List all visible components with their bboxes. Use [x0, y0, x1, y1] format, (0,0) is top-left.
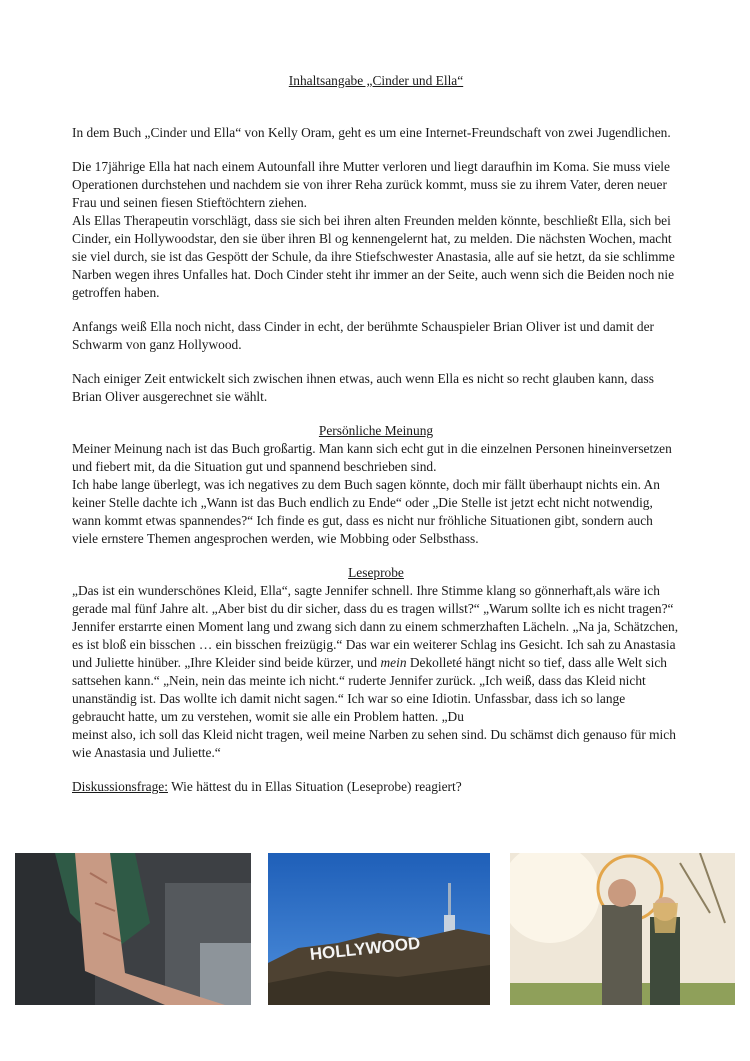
document-page — [72, 72, 680, 796]
excerpt-emphasis: mein — [380, 655, 407, 670]
discussion-question — [72, 778, 680, 796]
question-label: Diskussionsfrage: — [72, 779, 168, 794]
excerpt-text-c: meinst also, ich soll das Kleid nicht tragen, weil meine Narben zu sehen sind. Du schämst dich genauso für mich wie Anastasia und Juliette.“ — [72, 727, 676, 760]
opinion-heading: Persönliche Meinung — [318, 423, 434, 438]
couple-photo — [510, 853, 735, 1005]
document-title: Inhaltsangabe „Cinder und Ella“ — [288, 73, 464, 88]
summary-paragraph-2: Als Ellas Therapeutin vorschlägt, dass sie sich bei ihren alten Freunden melden könnte, beschließt Ella, sich bei Cinder, ein Hollywoodstar, den sie über ihren Bl og kennengelernt hat, zu melden. Die nächsten Wochen, macht sie viel durch, sie ist das Gespött der Schule, da ihre Stiefschwester Anastasia, alle auf sie hetzt, da sie schlimme Narben wegen ihres Unfalles hat. Doch Cinder steht ihr immer an der Seite, auch wenn sich die Beiden noch nie getroffen haben. — [72, 213, 675, 300]
excerpt-text-b: Dekolleté hängt nicht so tief, dass alle Welt sich sattsehen kann.“ „Nein, nein das meinte ich nicht.“ ruderte Jennifer zurück. „Ich weiß, dass das Kleid nicht unanständig ist. Das wollte ich damit nicht sagen.“ Ich war so eine Idiotin. Unfassbar, dass ich so lange gebraucht hatte, um zu verstehen, womit sie alle ein Problem hatten. „Du — [72, 655, 667, 724]
hollywood-sign-photo — [268, 853, 490, 1005]
opinion-paragraph-1: Meiner Meinung nach ist das Buch großartig. Man kann sich echt gut in die einzelnen Personen hineinversetzen und fiebert mit, da die Situation gut und spannend beschrieben sind. — [72, 441, 672, 474]
scarred-arm-photo — [15, 853, 251, 1005]
intro-paragraph: In dem Buch „Cinder und Ella“ von Kelly Oram, geht es um eine Internet-Freundschaft von zwei Jugendlichen. — [72, 125, 671, 140]
excerpt-paragraph — [72, 582, 680, 762]
question-text: Wie hättest du in Ellas Situation (Leseprobe) reagiert? — [167, 779, 462, 794]
image-row — [15, 853, 735, 1005]
excerpt-text-a: „Das ist ein wunderschönes Kleid, Ella“, sagte Jennifer schnell. Ihre Stimme klang so gönnerhaft,als wäre ich gerade mal fünf Jahre alt. „Aber bist du dir sicher, dass du es tragen willst?“ „Warum sollte ich es nicht tragen?“ Jennifer erstarrte einen Moment lang und zwang sich dann zu einem schmerzhaften Lächeln. „Na ja, Schätzchen, es ist bloß ein bisschen … ein bisschen freizügig.“ Das war ein weiterer Schlag ins Gesicht. Ich sah zu Anastasia und Juliette hinüber. „Ihre Kleider sind beide kürzer, und — [72, 583, 679, 670]
summary-paragraph-3: Anfangs weiß Ella noch nicht, dass Cinder in echt, der berühmte Schauspieler Brian Oliver ist und damit der Schwarm von ganz Hollywood. — [72, 319, 654, 352]
summary-paragraph-4: Nach einiger Zeit entwickelt sich zwischen ihnen etwas, auch wenn Ella es nicht so recht glauben kann, dass Brian Oliver ausgerechnet sie wählt. — [72, 371, 654, 404]
summary-paragraph-1: Die 17jährige Ella hat nach einem Autounfall ihre Mutter verloren und liegt daraufhin im Koma. Sie muss viele Operationen durchstehen und nachdem sie von ihrer Reha zurück kommt, muss sie zu ihrem Vater, deren neuer Frau und seinen fiesen Stieftöchtern ziehen. — [72, 159, 670, 210]
excerpt-heading: Leseprobe — [348, 565, 404, 580]
opinion-paragraph-2: Ich habe lange überlegt, was ich negatives zu dem Buch sagen könnte, doch mir fällt überhaupt nichts ein. An keiner Stelle dachte ich „Wann ist das Buch endlich zu Ende“ oder „Die Stelle ist jetzt echt nicht notwendig, wann kommt etwas spannendes?“ Ich finde es gut, dass es nicht nur fröhliche Situationen gibt, sondern auch viele ernstere Themen angesprochen werden, wie Mobbing oder Selbsthass. — [72, 477, 660, 546]
hollywood-sign-text: HOLLYWOOD — [308, 933, 422, 964]
